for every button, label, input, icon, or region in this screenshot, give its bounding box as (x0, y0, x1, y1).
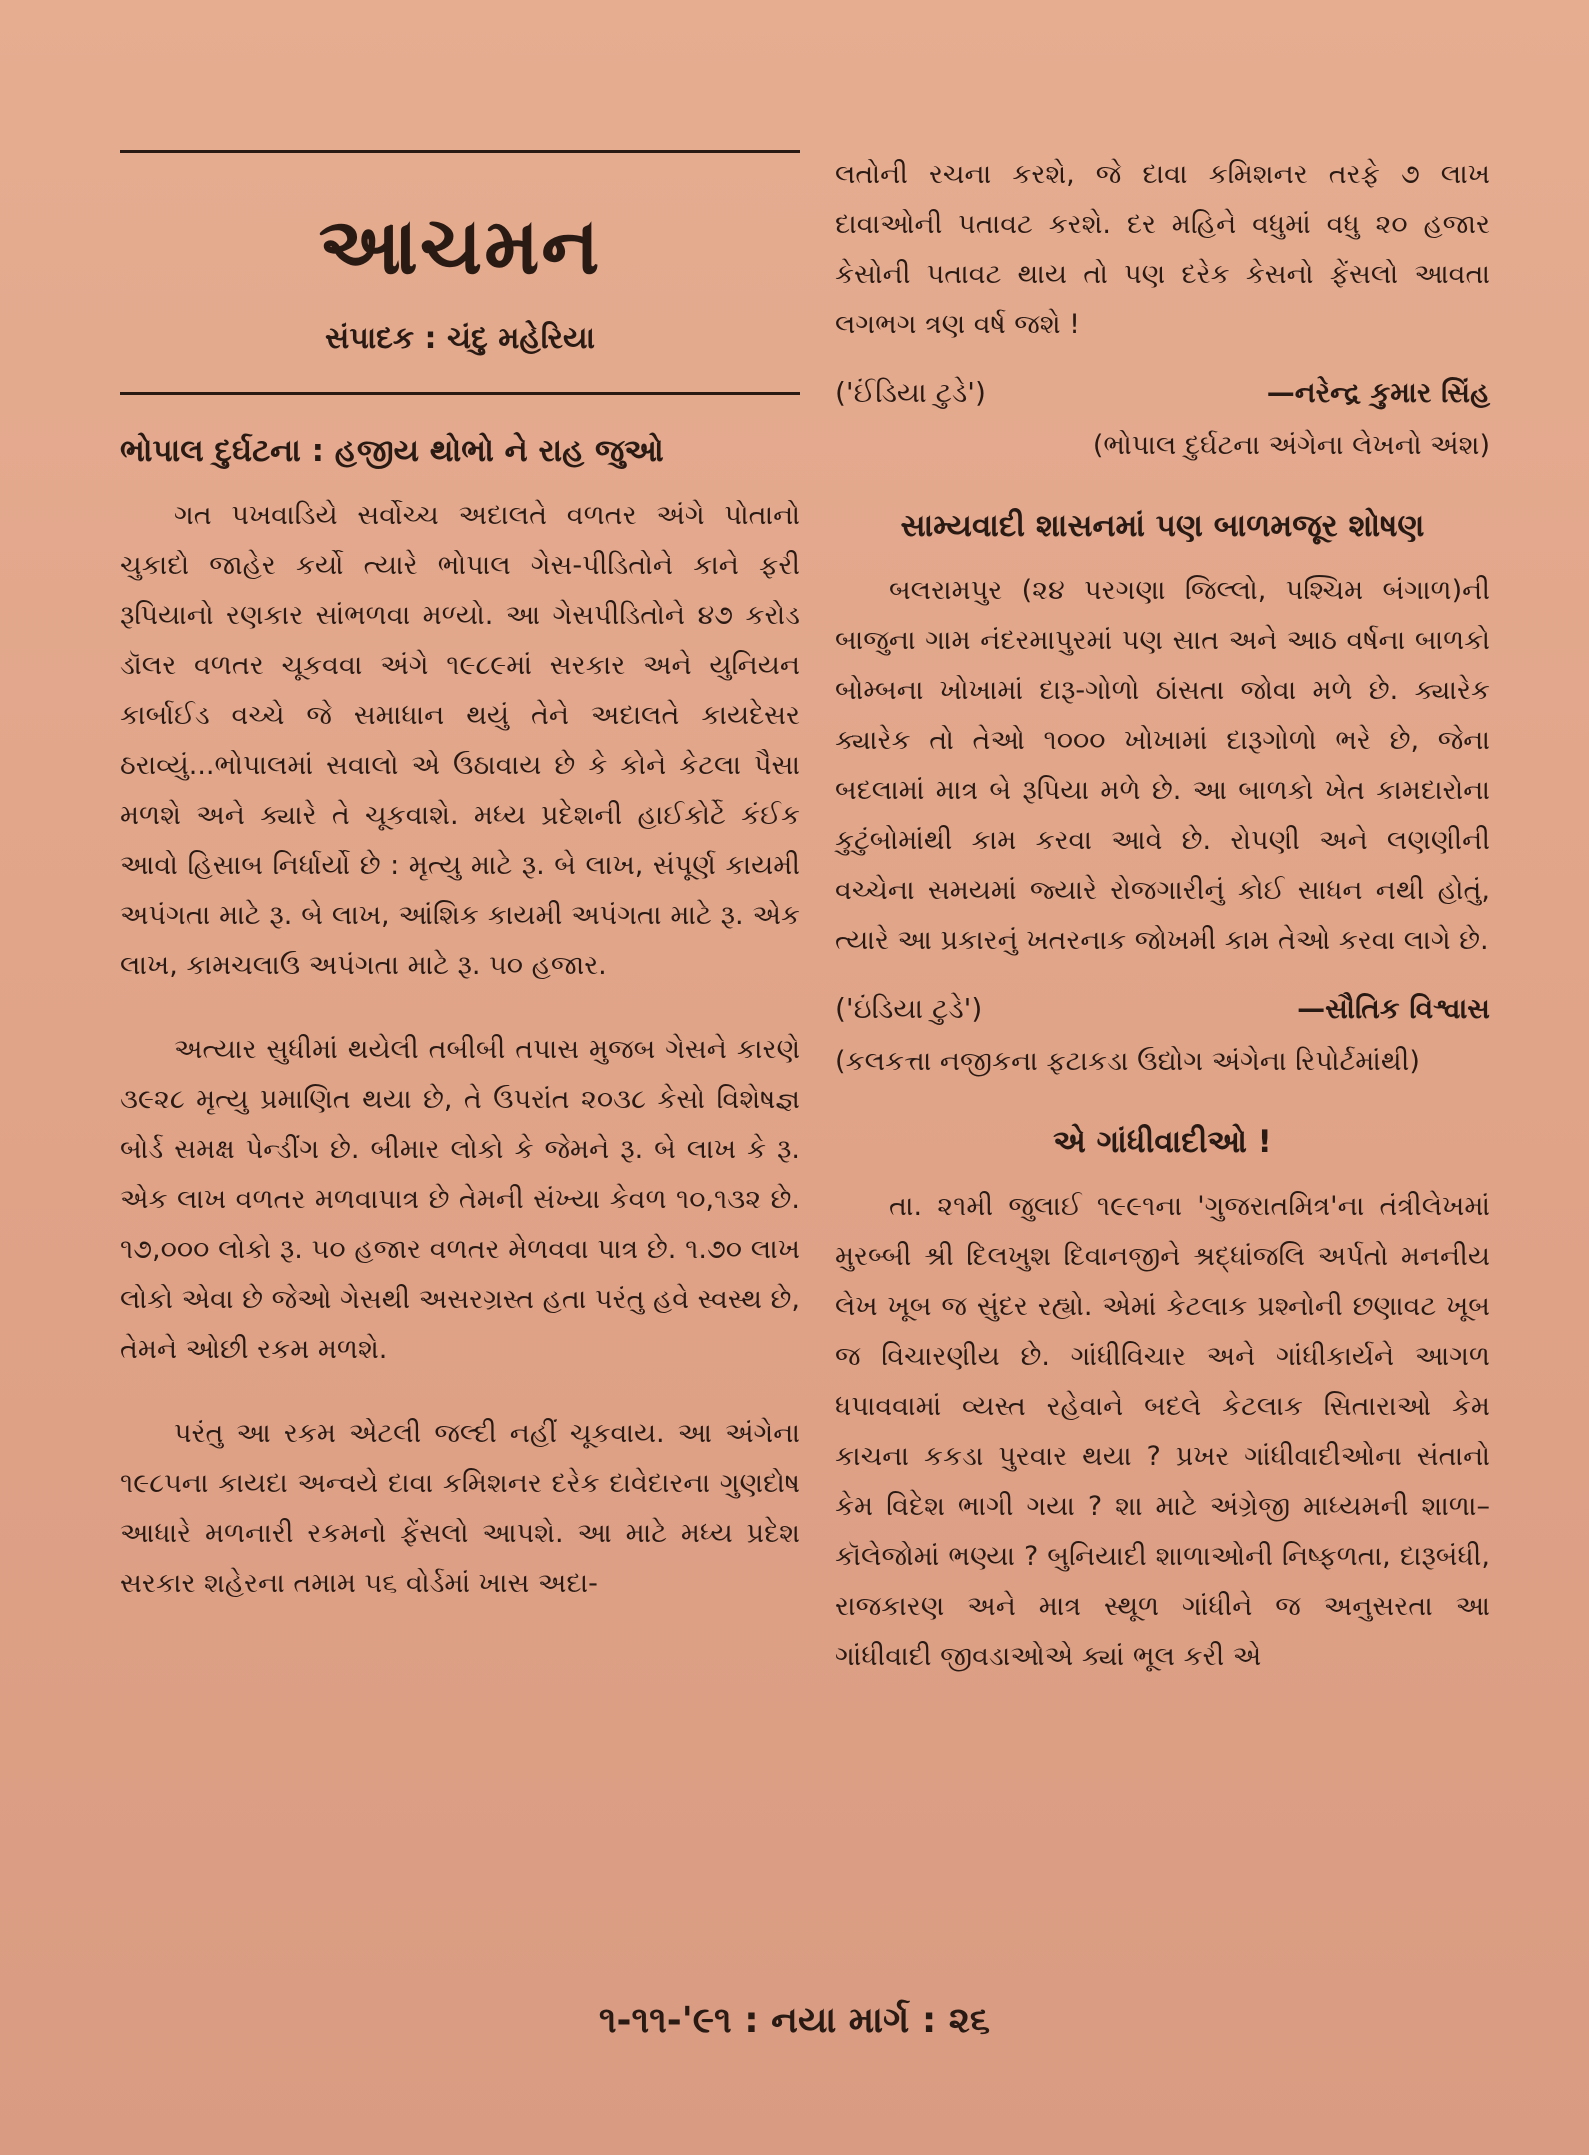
article3-heading: એ ગાંધીવાદીઓ ! (1053, 1123, 1272, 1160)
article1-credit (835, 376, 1490, 410)
left-column (120, 150, 800, 1609)
column-editor: સંપાદક : ચંદુ મહેરિયા (325, 320, 595, 356)
article2-note: (કલકત્તા નજીકના ફટાકડા ઉદ્યોગ અંગેના રિપોર્ટમાંથી) (835, 1045, 1420, 1077)
article1-paragraph-4: લતોની રચના કરશે, જે દાવા કમિશનર તરફે ૭ લાખ દાવાઓની પતાવટ કરશે. દર મહિને વધુમાં વધુ ૨૦ હજાર કેસોની પતાવટ થાય તો પણ દરેક કેસનો ફેંસલો આવતા લગભગ ત્રણ વર્ષ જશે ! (835, 159, 1490, 340)
article3-paragraph-1: તા. ૨૧મી જુલાઈ ૧૯૯૧ના 'ગુજરાતમિત્ર'ના તંત્રીલેખમાં મુરબ્બી શ્રી દિલખુશ દિવાનજીને શ્રદ્ધાંજલિ અર્પતો મનનીય લેખ ખૂબ જ સુંદર રહ્યો. એમાં કેટલાક પ્રશ્નોની છણાવટ ખૂબ જ વિચારણીય છે. ગાંધીવિચાર અને ગાંધીકાર્યને આગળ ધપાવવામાં વ્યસ્ત રહેવાને બદલે કેટલાક સિતારાઓ કેમ કાચના કકડા પુરવાર થયા ? પ્રખર ગાંધીવાદીઓના સંતાનો કેમ વિદેશ ભાગી ગયા ? શા માટે અંગ્રેજી માધ્યમની શાળા–કૉલેજોમાં ભણ્યા ? બુનિયાદી શાળાઓની નિષ્ફળતા, દારૂબંધી, રાજકારણ અને માત્ર સ્થૂળ ગાંધીને જ અનુસરતા આ ગાંધીવાદી જીવડાઓએ ક્યાં ભૂલ કરી એ (835, 1190, 1490, 1672)
article2-author: —સૌતિક વિશ્વાસ (1297, 991, 1490, 1025)
article1-paragraph-1: ગત પખવાડિયે સર્વોચ્ચ અદાલતે વળતર અંગે પોતાનો ચુકાદો જાહેર કર્યો ત્યારે ભોપાલ ગેસ-પીડિતોને કાને ફરી રૂપિયાનો રણકાર સાંભળવા મળ્યો. આ ગેસપીડિતોને ૪૭ કરોડ ડૉલર વળતર ચૂકવવા અંગે ૧૯૮૯માં સરકાર અને યુનિયન કાર્બાઈડ વચ્ચે જે સમાધાન થયું તેને અદાલતે કાયદેસર ઠરાવ્યું...ભોપાલમાં સવાલો એ ઉઠાવાય છે કે કોને કેટલા પૈસા મળશે અને ક્યારે તે ચૂકવાશે. મધ્ય પ્રદેશની હાઈકોર્ટે કંઈક આવો હિસાબ નિર્ધાર્યો છે : મૃત્યુ માટે રૂ. બે લાખ, સંપૂર્ણ કાયમી અપંગતા માટે રૂ. બે લાખ, આંશિક કાયમી અપંગતા માટે રૂ. એક લાખ, કામચલાઉ અપંગતા માટે રૂ. ૫૦ હજાર. (120, 499, 800, 981)
article1-paragraph-3: પરંતુ આ રકમ એટલી જલ્દી નહીં ચૂકવાય. આ અંગેના ૧૯૮૫ના કાયદા અન્વયે દાવા કમિશનર દરેક દાવેદારના ગુણદોષ આધારે મળનારી રકમનો ફેંસલો આપશે. આ માટે મધ્ય પ્રદેશ સરકાર શહેરના તમામ ૫૬ વોર્ડમાં ખાસ અદા- (120, 1417, 800, 1599)
header-rule (120, 392, 800, 395)
article2-heading: સામ્યવાદી શાસનમાં પણ બાળમજૂર શોષણ (900, 508, 1425, 544)
article1-heading: ભોપાલ દુર્ઘટના : હજીય થોભો ને રાહ જુઓ (120, 432, 664, 469)
article1-source: ('ઈંડિયા ટુડે') (835, 376, 986, 409)
article2-source: ('ઇંડિયા ટુડે') (835, 991, 983, 1025)
article1-author: —નરેન્દ્ર કુમાર સિંહ (1266, 376, 1490, 409)
column-title: આચમન (318, 202, 602, 292)
top-rule (120, 150, 800, 153)
article1-note: (ભોપાલ દુર્ઘટના અંગેના લેખનો અંશ) (1092, 430, 1490, 461)
right-column (835, 150, 1490, 1682)
article1-paragraph-2: અત્યાર સુધીમાં થયેલી તબીબી તપાસ મુજબ ગેસને કારણે ૩૯૨૮ મૃત્યુ પ્રમાણિત થયા છે, તે ઉપરાંત ૨૦૩૮ કેસો વિશેષજ્ઞ બોર્ડ સમક્ષ પેન્ડીંગ છે. બીમાર લોકો કે જેમને રૂ. બે લાખ કે રૂ. એક લાખ વળતર મળવાપાત્ર છે તેમની સંખ્યા કેવળ ૧૦,૧૩૨ છે. ૧૭,૦૦૦ લોકો રૂ. ૫૦ હજાર વળતર મેળવવા પાત્ર છે. ૧.૭૦ લાખ લોકો એવા છે જેઓ ગેસથી અસરગ્રસ્ત હતા પરંતુ હવે સ્વસ્થ છે, તેમને ઓછી રકમ મળશે. (120, 1033, 800, 1365)
article2-credit (835, 992, 1490, 1026)
article2-paragraph-1: બલરામપુર (૨૪ પરગણા જિલ્લો, પશ્ચિમ બંગાળ)ની બાજુના ગામ નંદરમાપુરમાં પણ સાત અને આઠ વર્ષના બાળકો બોમ્બના ખોખામાં દારૂ-ગોળો ઠાંસતા જોવા મળે છે. ક્યારેક ક્યારેક તો તેઓ ૧૦૦૦ ખોખામાં દારૂગોળો ભરે છે, જેના બદલામાં માત્ર બે રૂપિયા મળે છે. આ બાળકો ખેત કામદારોના કુટુંબોમાંથી કામ કરવા આવે છે. રોપણી અને લણણીની વચ્ચેના સમયમાં જ્યારે રોજગારીનું કોઈ સાધન નથી હોતું, ત્યારે આ પ્રકારનું ખતરનાક જોખમી કામ તેઓ કરવા લાગે છે. (835, 574, 1490, 956)
page-footer: ૧-૧૧-'૯૧ : નયા માર્ગ : ૨૬ (598, 2000, 991, 2041)
